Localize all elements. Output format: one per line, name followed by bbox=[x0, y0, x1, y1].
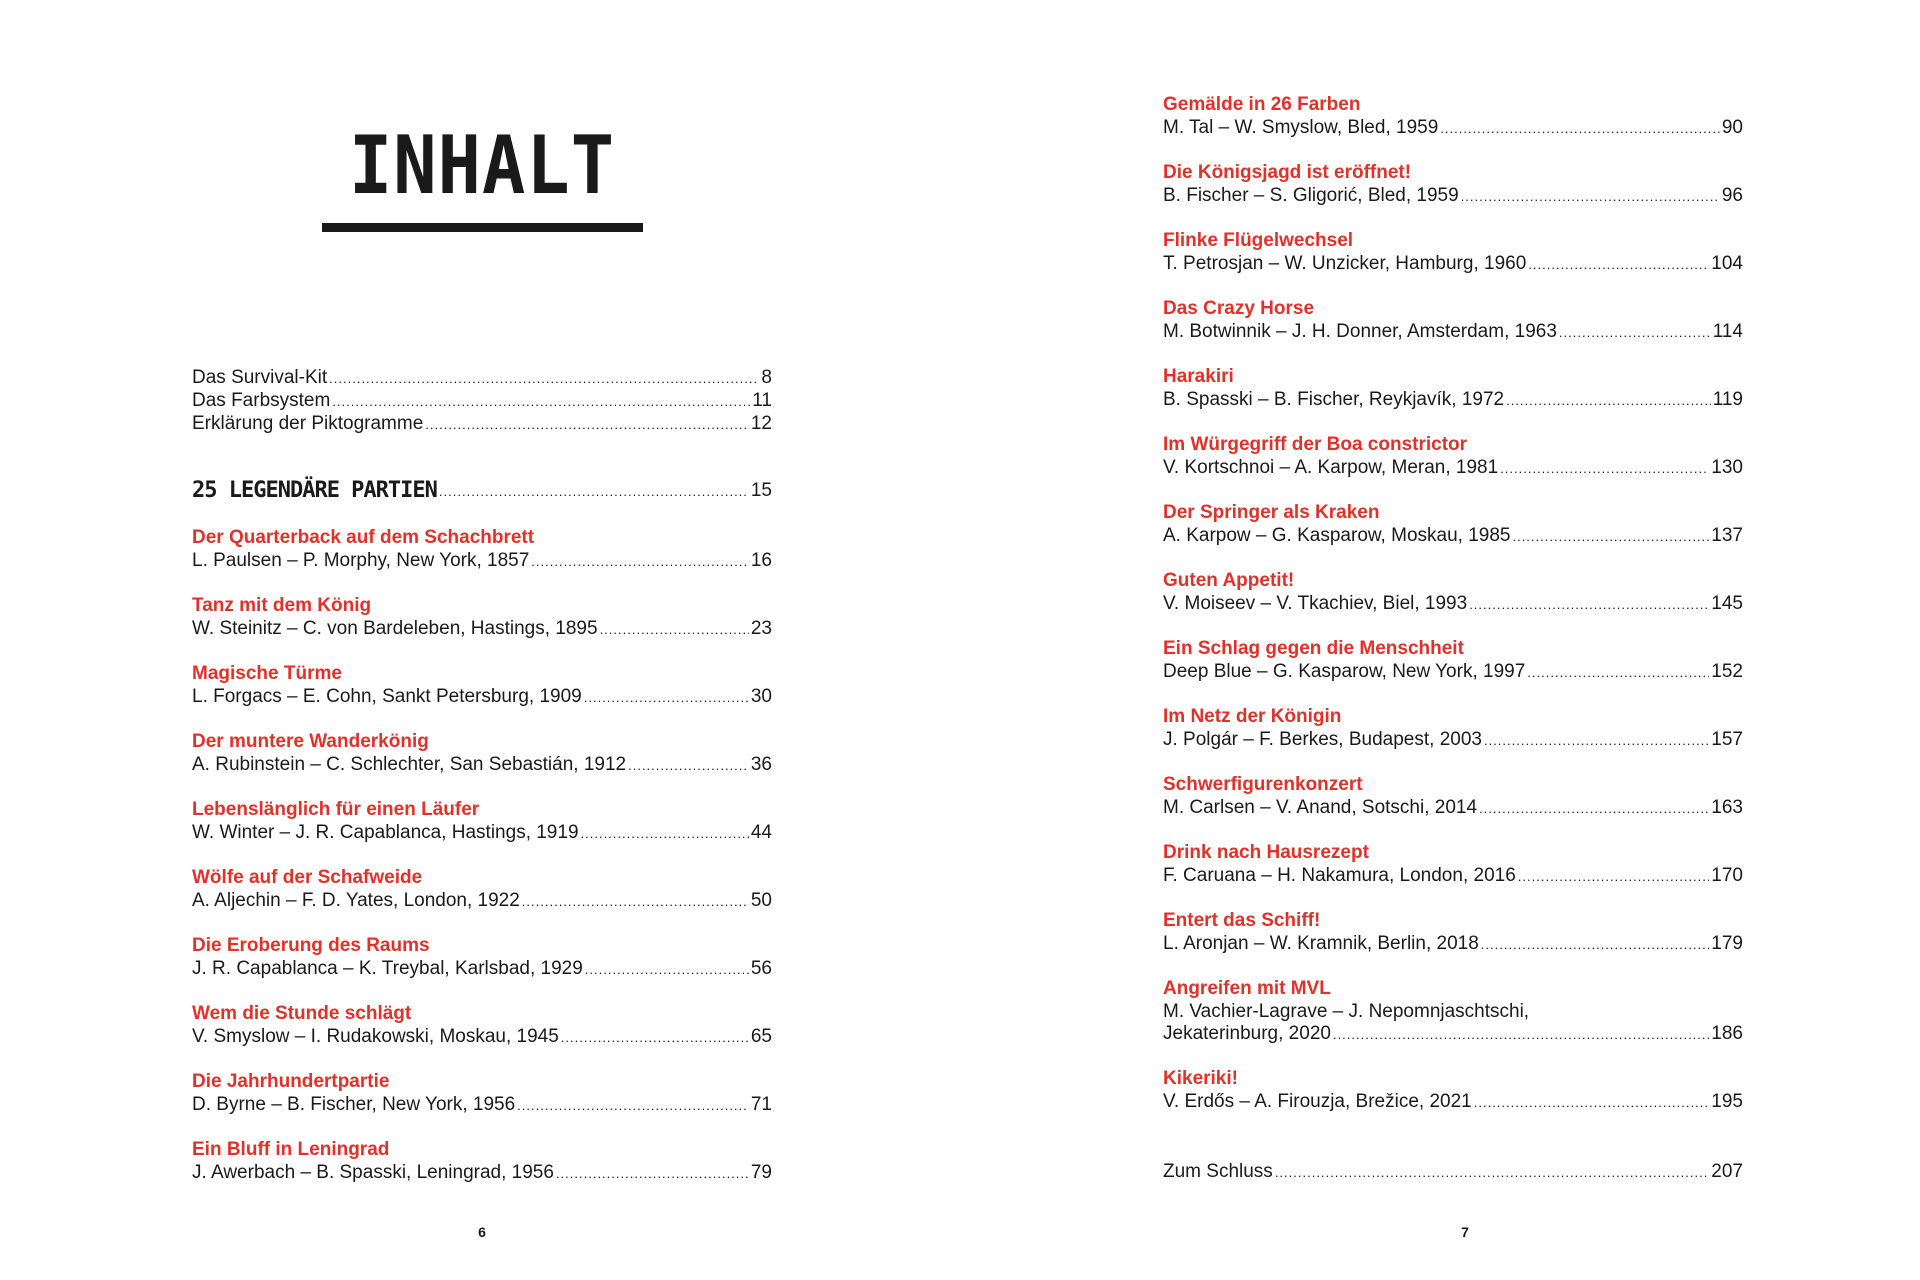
entry-title[interactable]: Kikeriki! bbox=[1163, 1068, 1238, 1089]
dot-leader bbox=[561, 1031, 749, 1044]
toc-label: Zum Schluss bbox=[1163, 1161, 1273, 1182]
page-title: INHALT bbox=[348, 118, 616, 213]
entry-title[interactable]: Guten Appetit! bbox=[1163, 570, 1295, 591]
dot-leader bbox=[1479, 802, 1709, 815]
toc-page-number: 186 bbox=[1711, 1023, 1743, 1044]
entry-game: V. Kortschnoi – A. Karpow, Meran, 1981 bbox=[1163, 457, 1499, 478]
entry-title[interactable]: Wem die Stunde schlägt bbox=[192, 1003, 412, 1024]
entry-game: V. Smyslow – I. Rudakowski, Moskau, 1945 bbox=[192, 1026, 559, 1047]
dot-leader bbox=[439, 485, 749, 498]
dot-leader bbox=[332, 395, 750, 408]
toc-front-matter-2[interactable] bbox=[192, 390, 772, 412]
dot-leader bbox=[1506, 394, 1711, 407]
entry-game: L. Forgacs – E. Cohn, Sankt Petersburg, 1909 bbox=[192, 686, 582, 707]
entry-row[interactable] bbox=[1163, 321, 1743, 343]
entry-game: T. Petrosjan – W. Unzicker, Hamburg, 1960 bbox=[1163, 253, 1527, 274]
entry-title[interactable]: Magische Türme bbox=[192, 663, 342, 684]
toc-page-number: 195 bbox=[1711, 1091, 1743, 1112]
entry-game: B. Spasski – B. Fischer, Reykjavík, 1972 bbox=[1163, 389, 1505, 410]
entry-game: J. Polgár – F. Berkes, Budapest, 2003 bbox=[1163, 729, 1482, 750]
entry-row[interactable] bbox=[1163, 661, 1743, 683]
toc-page-number: 71 bbox=[750, 1094, 772, 1115]
entry-title[interactable]: Drink nach Hausrezept bbox=[1163, 842, 1369, 863]
toc-page-number: 163 bbox=[1711, 797, 1743, 818]
toc-page-number: 56 bbox=[750, 958, 772, 979]
toc-page-number: 90 bbox=[1721, 117, 1743, 138]
toc-page-number: 36 bbox=[750, 754, 772, 775]
dot-leader bbox=[1527, 666, 1709, 679]
entry-game: M. Tal – W. Smyslow, Bled, 1959 bbox=[1163, 117, 1439, 138]
dot-leader bbox=[1275, 1166, 1709, 1179]
toc-page-number: 145 bbox=[1711, 593, 1743, 614]
dot-leader bbox=[1484, 734, 1709, 747]
entry-title[interactable]: Der Quarterback auf dem Schachbrett bbox=[192, 527, 535, 548]
dot-leader bbox=[600, 623, 749, 636]
toc-page-number: 23 bbox=[750, 618, 772, 639]
toc-page-number: 65 bbox=[750, 1026, 772, 1047]
toc-page-number: 137 bbox=[1711, 525, 1743, 546]
entry-row[interactable] bbox=[192, 890, 772, 912]
entry-game: D. Byrne – B. Fischer, New York, 1956 bbox=[192, 1094, 516, 1115]
dot-leader bbox=[1440, 122, 1720, 135]
entry-row[interactable] bbox=[1163, 389, 1743, 411]
toc-page-number: 152 bbox=[1711, 661, 1743, 682]
dot-leader bbox=[1461, 190, 1720, 203]
entry-game: L. Paulsen – P. Morphy, New York, 1857 bbox=[192, 550, 530, 571]
entry-game: W. Winter – J. R. Capablanca, Hastings, 1919 bbox=[192, 822, 579, 843]
dot-leader bbox=[517, 1099, 749, 1112]
entry-game: F. Caruana – H. Nakamura, London, 2016 bbox=[1163, 865, 1516, 886]
entry-title[interactable]: Im Netz der Königin bbox=[1163, 706, 1342, 727]
entry-row[interactable] bbox=[192, 754, 772, 776]
entry-row[interactable] bbox=[1163, 865, 1743, 887]
dot-leader bbox=[329, 372, 759, 385]
entry-title[interactable]: Schwerfigurenkonzert bbox=[1163, 774, 1363, 795]
dot-leader bbox=[1512, 530, 1709, 543]
entry-game: A. Karpow – G. Kasparow, Moskau, 1985 bbox=[1163, 525, 1511, 546]
toc-front-matter-3[interactable] bbox=[192, 413, 772, 435]
dot-leader bbox=[531, 555, 749, 568]
entry-row[interactable] bbox=[1163, 1023, 1743, 1045]
title-underline bbox=[322, 223, 643, 232]
entry-row[interactable] bbox=[192, 686, 772, 708]
entry-players: M. Vachier-Lagrave – J. Nepomnjaschtschi, bbox=[1163, 1001, 1530, 1022]
section-label: 25 LEGENDÄRE PARTIEN bbox=[192, 478, 437, 503]
toc-section-heading[interactable] bbox=[192, 480, 772, 502]
toc-page-number: 50 bbox=[750, 890, 772, 911]
dot-leader bbox=[1333, 1028, 1709, 1041]
toc-page-number: 16 bbox=[750, 550, 772, 571]
entry-row[interactable] bbox=[1163, 797, 1743, 819]
entry-title[interactable]: Wölfe auf der Schafweide bbox=[192, 867, 423, 888]
toc-label: Das Survival-Kit bbox=[192, 367, 328, 388]
toc-page-number: 44 bbox=[750, 822, 772, 843]
entry-title[interactable]: Das Crazy Horse bbox=[1163, 298, 1315, 319]
dot-leader bbox=[628, 759, 749, 772]
entry-title[interactable]: Harakiri bbox=[1163, 366, 1234, 387]
dot-leader bbox=[1469, 598, 1709, 611]
entry-title[interactable]: Flinke Flügelwechsel bbox=[1163, 230, 1354, 251]
toc-page-number: 170 bbox=[1711, 865, 1743, 886]
entry-game: Deep Blue – G. Kasparow, New York, 1997 bbox=[1163, 661, 1526, 682]
toc-closing[interactable] bbox=[1163, 1161, 1743, 1183]
dot-leader bbox=[1474, 1096, 1710, 1109]
dot-leader bbox=[1481, 938, 1710, 951]
page-number-left: 6 bbox=[478, 1224, 486, 1240]
entry-game: V. Erdős – A. Firouzja, Brežice, 2021 bbox=[1163, 1091, 1472, 1112]
entry-game: B. Fischer – S. Gligorić, Bled, 1959 bbox=[1163, 185, 1459, 206]
right-page bbox=[960, 0, 1920, 1280]
entry-game: J. R. Capablanca – K. Treybal, Karlsbad, 1929 bbox=[192, 958, 583, 979]
toc-page-number: 12 bbox=[750, 413, 772, 434]
entry-title[interactable]: Ein Schlag gegen die Menschheit bbox=[1163, 638, 1464, 659]
entry-game: M. Carlsen – V. Anand, Sotschi, 2014 bbox=[1163, 797, 1478, 818]
toc-page-number: 15 bbox=[750, 480, 772, 501]
entry-row[interactable] bbox=[1163, 1091, 1743, 1113]
entry-title[interactable]: Im Würgegriff der Boa constrictor bbox=[1163, 434, 1468, 455]
page-number-right: 7 bbox=[1461, 1224, 1469, 1240]
toc-page-number: 130 bbox=[1711, 457, 1743, 478]
entry-game: J. Awerbach – B. Spasski, Leningrad, 1956 bbox=[192, 1162, 554, 1183]
entry-title[interactable]: Angreifen mit MVL bbox=[1163, 978, 1331, 999]
entry-game: L. Aronjan – W. Kramnik, Berlin, 2018 bbox=[1163, 933, 1479, 954]
entry-title[interactable]: Der Springer als Kraken bbox=[1163, 502, 1380, 523]
entry-title[interactable]: Der muntere Wanderkönig bbox=[192, 731, 429, 752]
dot-leader bbox=[1518, 870, 1710, 883]
entry-title[interactable]: Die Königsjagd ist eröffnet! bbox=[1163, 162, 1412, 183]
toc-label: Erklärung der Piktogramme bbox=[192, 413, 424, 434]
entry-row[interactable] bbox=[1163, 525, 1743, 547]
dot-leader bbox=[425, 418, 749, 431]
entry-game: V. Moiseev – V. Tkachiev, Biel, 1993 bbox=[1163, 593, 1468, 614]
dot-leader bbox=[585, 963, 749, 976]
dot-leader bbox=[581, 827, 749, 840]
dot-leader bbox=[1559, 326, 1711, 339]
toc-page-number: 96 bbox=[1721, 185, 1743, 206]
toc-page-number: 207 bbox=[1711, 1161, 1743, 1182]
entry-row[interactable] bbox=[192, 1026, 772, 1048]
toc-page-number: 119 bbox=[1712, 389, 1743, 410]
entry-row[interactable] bbox=[1163, 729, 1743, 751]
entry-row[interactable] bbox=[192, 958, 772, 980]
toc-label: Das Farbsystem bbox=[192, 390, 331, 411]
entry-row[interactable] bbox=[1163, 185, 1743, 207]
toc-page-number: 179 bbox=[1711, 933, 1743, 954]
entry-row[interactable] bbox=[1163, 933, 1743, 955]
entry-title[interactable]: Lebenslänglich für einen Läufer bbox=[192, 799, 480, 820]
entry-row[interactable] bbox=[192, 618, 772, 640]
entry-row[interactable] bbox=[1163, 253, 1743, 275]
dot-leader bbox=[1500, 462, 1709, 475]
entry-row[interactable] bbox=[192, 1162, 772, 1184]
entry-row[interactable] bbox=[1163, 593, 1743, 615]
entry-title[interactable]: Die Jahrhundertpartie bbox=[192, 1071, 390, 1092]
toc-front-matter-1[interactable] bbox=[192, 367, 772, 389]
dot-leader bbox=[556, 1167, 749, 1180]
toc-page-number: 157 bbox=[1711, 729, 1743, 750]
toc-page-number: 104 bbox=[1711, 253, 1743, 274]
entry-game: W. Steinitz – C. von Bardeleben, Hastings, 1895 bbox=[192, 618, 598, 639]
dot-leader bbox=[584, 691, 749, 704]
toc-page-number: 11 bbox=[752, 390, 772, 411]
entry-game: M. Botwinnik – J. H. Donner, Amsterdam, 1963 bbox=[1163, 321, 1557, 342]
toc-page-number: 30 bbox=[750, 686, 772, 707]
entry-row[interactable] bbox=[192, 1094, 772, 1116]
entry-title[interactable]: Die Eroberung des Raums bbox=[192, 935, 430, 956]
toc-page-number: 8 bbox=[761, 367, 772, 388]
entry-title[interactable]: Ein Bluff in Leningrad bbox=[192, 1139, 390, 1160]
toc-page-number: 114 bbox=[1712, 321, 1743, 342]
entry-game: A. Aljechin – F. D. Yates, London, 1922 bbox=[192, 890, 520, 911]
dot-leader bbox=[1528, 258, 1709, 271]
entry-game: A. Rubinstein – C. Schlechter, San Sebastián, 1912 bbox=[192, 754, 627, 775]
entry-game: Jekaterinburg, 2020 bbox=[1163, 1023, 1331, 1044]
dot-leader bbox=[522, 895, 749, 908]
entry-row[interactable] bbox=[1163, 117, 1743, 139]
entry-title[interactable]: Tanz mit dem König bbox=[192, 595, 372, 616]
toc-page-number: 79 bbox=[750, 1162, 772, 1183]
entry-title[interactable]: Entert das Schiff! bbox=[1163, 910, 1321, 931]
entry-title[interactable]: Gemälde in 26 Farben bbox=[1163, 94, 1361, 115]
entry-row[interactable] bbox=[1163, 457, 1743, 479]
entry-row[interactable] bbox=[192, 822, 772, 844]
entry-row[interactable] bbox=[192, 550, 772, 572]
